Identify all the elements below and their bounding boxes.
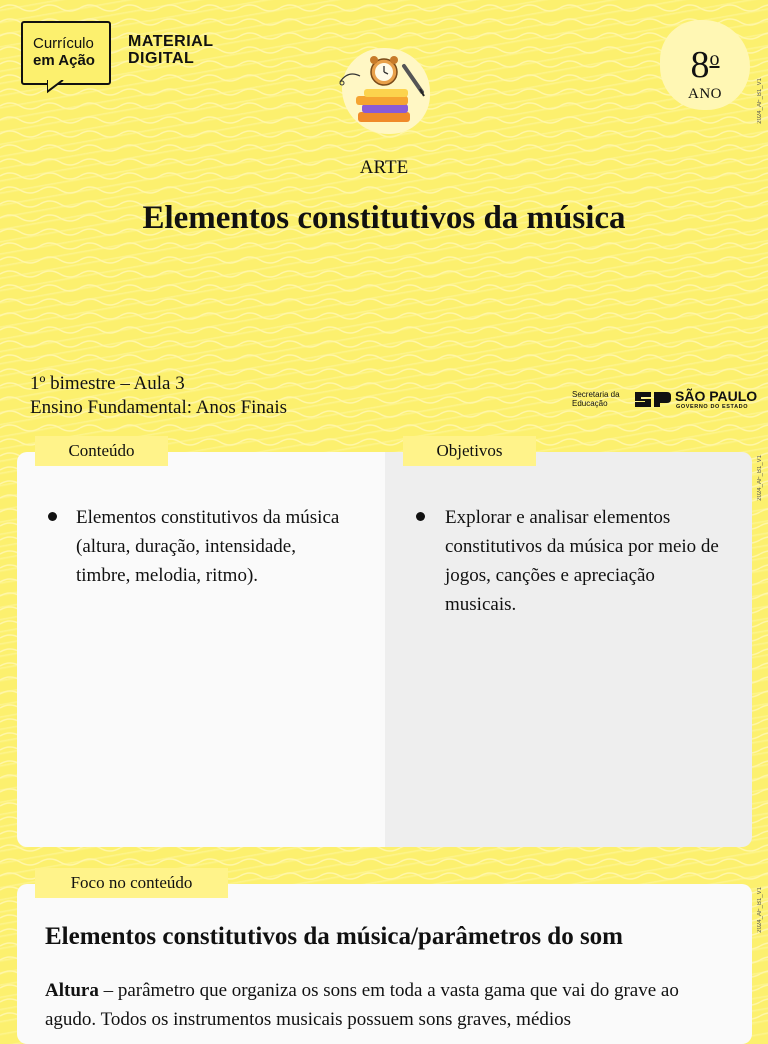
foco-definition: – parâmetro que organiza os sons em toda a vasta gama que vai do grave ao agudo. Todos os instrumentos musicais possuem sons graves, médios <box>45 980 679 1030</box>
subject-label: ARTE <box>359 157 409 178</box>
objetivos-bullet: Explorar e analisar elementos constitutivos da música por meio de jogos, canções e apreciação musicais. <box>445 507 719 615</box>
state-name: SÃO PAULO <box>675 388 758 404</box>
bullet-dot <box>416 512 425 521</box>
grade-label: ANO <box>688 86 722 102</box>
books-clock-icon <box>334 52 430 134</box>
logo-curriculo-line2: em Ação <box>33 52 95 69</box>
curriculo-em-acao-logo <box>21 21 111 85</box>
meta-line2: Ensino Fundamental: Anos Finais <box>30 397 288 418</box>
speech-tail-icon <box>47 80 65 94</box>
side-code-top: 2024_AF_B1_V1 <box>757 78 763 124</box>
foco-heading: Elementos constitutivos da música/parâmetros do som <box>45 923 624 950</box>
tab-foco: Foco no conteúdo <box>35 868 228 898</box>
meta-line1: 1º bimestre – Aula 3 <box>30 373 185 394</box>
material-digital-logo <box>128 33 213 67</box>
logo-material-line2: DIGITAL <box>128 50 195 67</box>
logo-material-line1: MATERIAL <box>128 33 214 50</box>
foco-body <box>45 976 725 1034</box>
page-title: Elementos constitutivos da música <box>142 200 626 236</box>
sp-mark-icon <box>633 388 673 410</box>
grade-number: 8$^o$ <box>690 44 720 86</box>
grade-badge <box>660 20 750 110</box>
tab-conteudo: Conteúdo <box>35 436 168 466</box>
side-code-bottom: 2024_AF_B1_V1 <box>757 887 763 933</box>
government-text: GOVERNO DO ESTADO <box>676 404 749 410</box>
conteudo-bullet: Elementos constitutivos da música (altura, duração, intensidade, timbre, melodia, ritmo). <box>76 507 340 586</box>
side-code-middle: 2024_AF_B1_V1 <box>757 455 763 501</box>
bullet-dot <box>48 512 57 521</box>
tab-objetivos: Objetivos <box>403 436 536 466</box>
foco-term: Altura <box>45 980 99 1001</box>
logo-curriculo-line1: Currículo <box>33 35 94 52</box>
secretaria-text: Secretaria da Educação <box>572 390 620 408</box>
lesson-meta <box>30 372 287 420</box>
